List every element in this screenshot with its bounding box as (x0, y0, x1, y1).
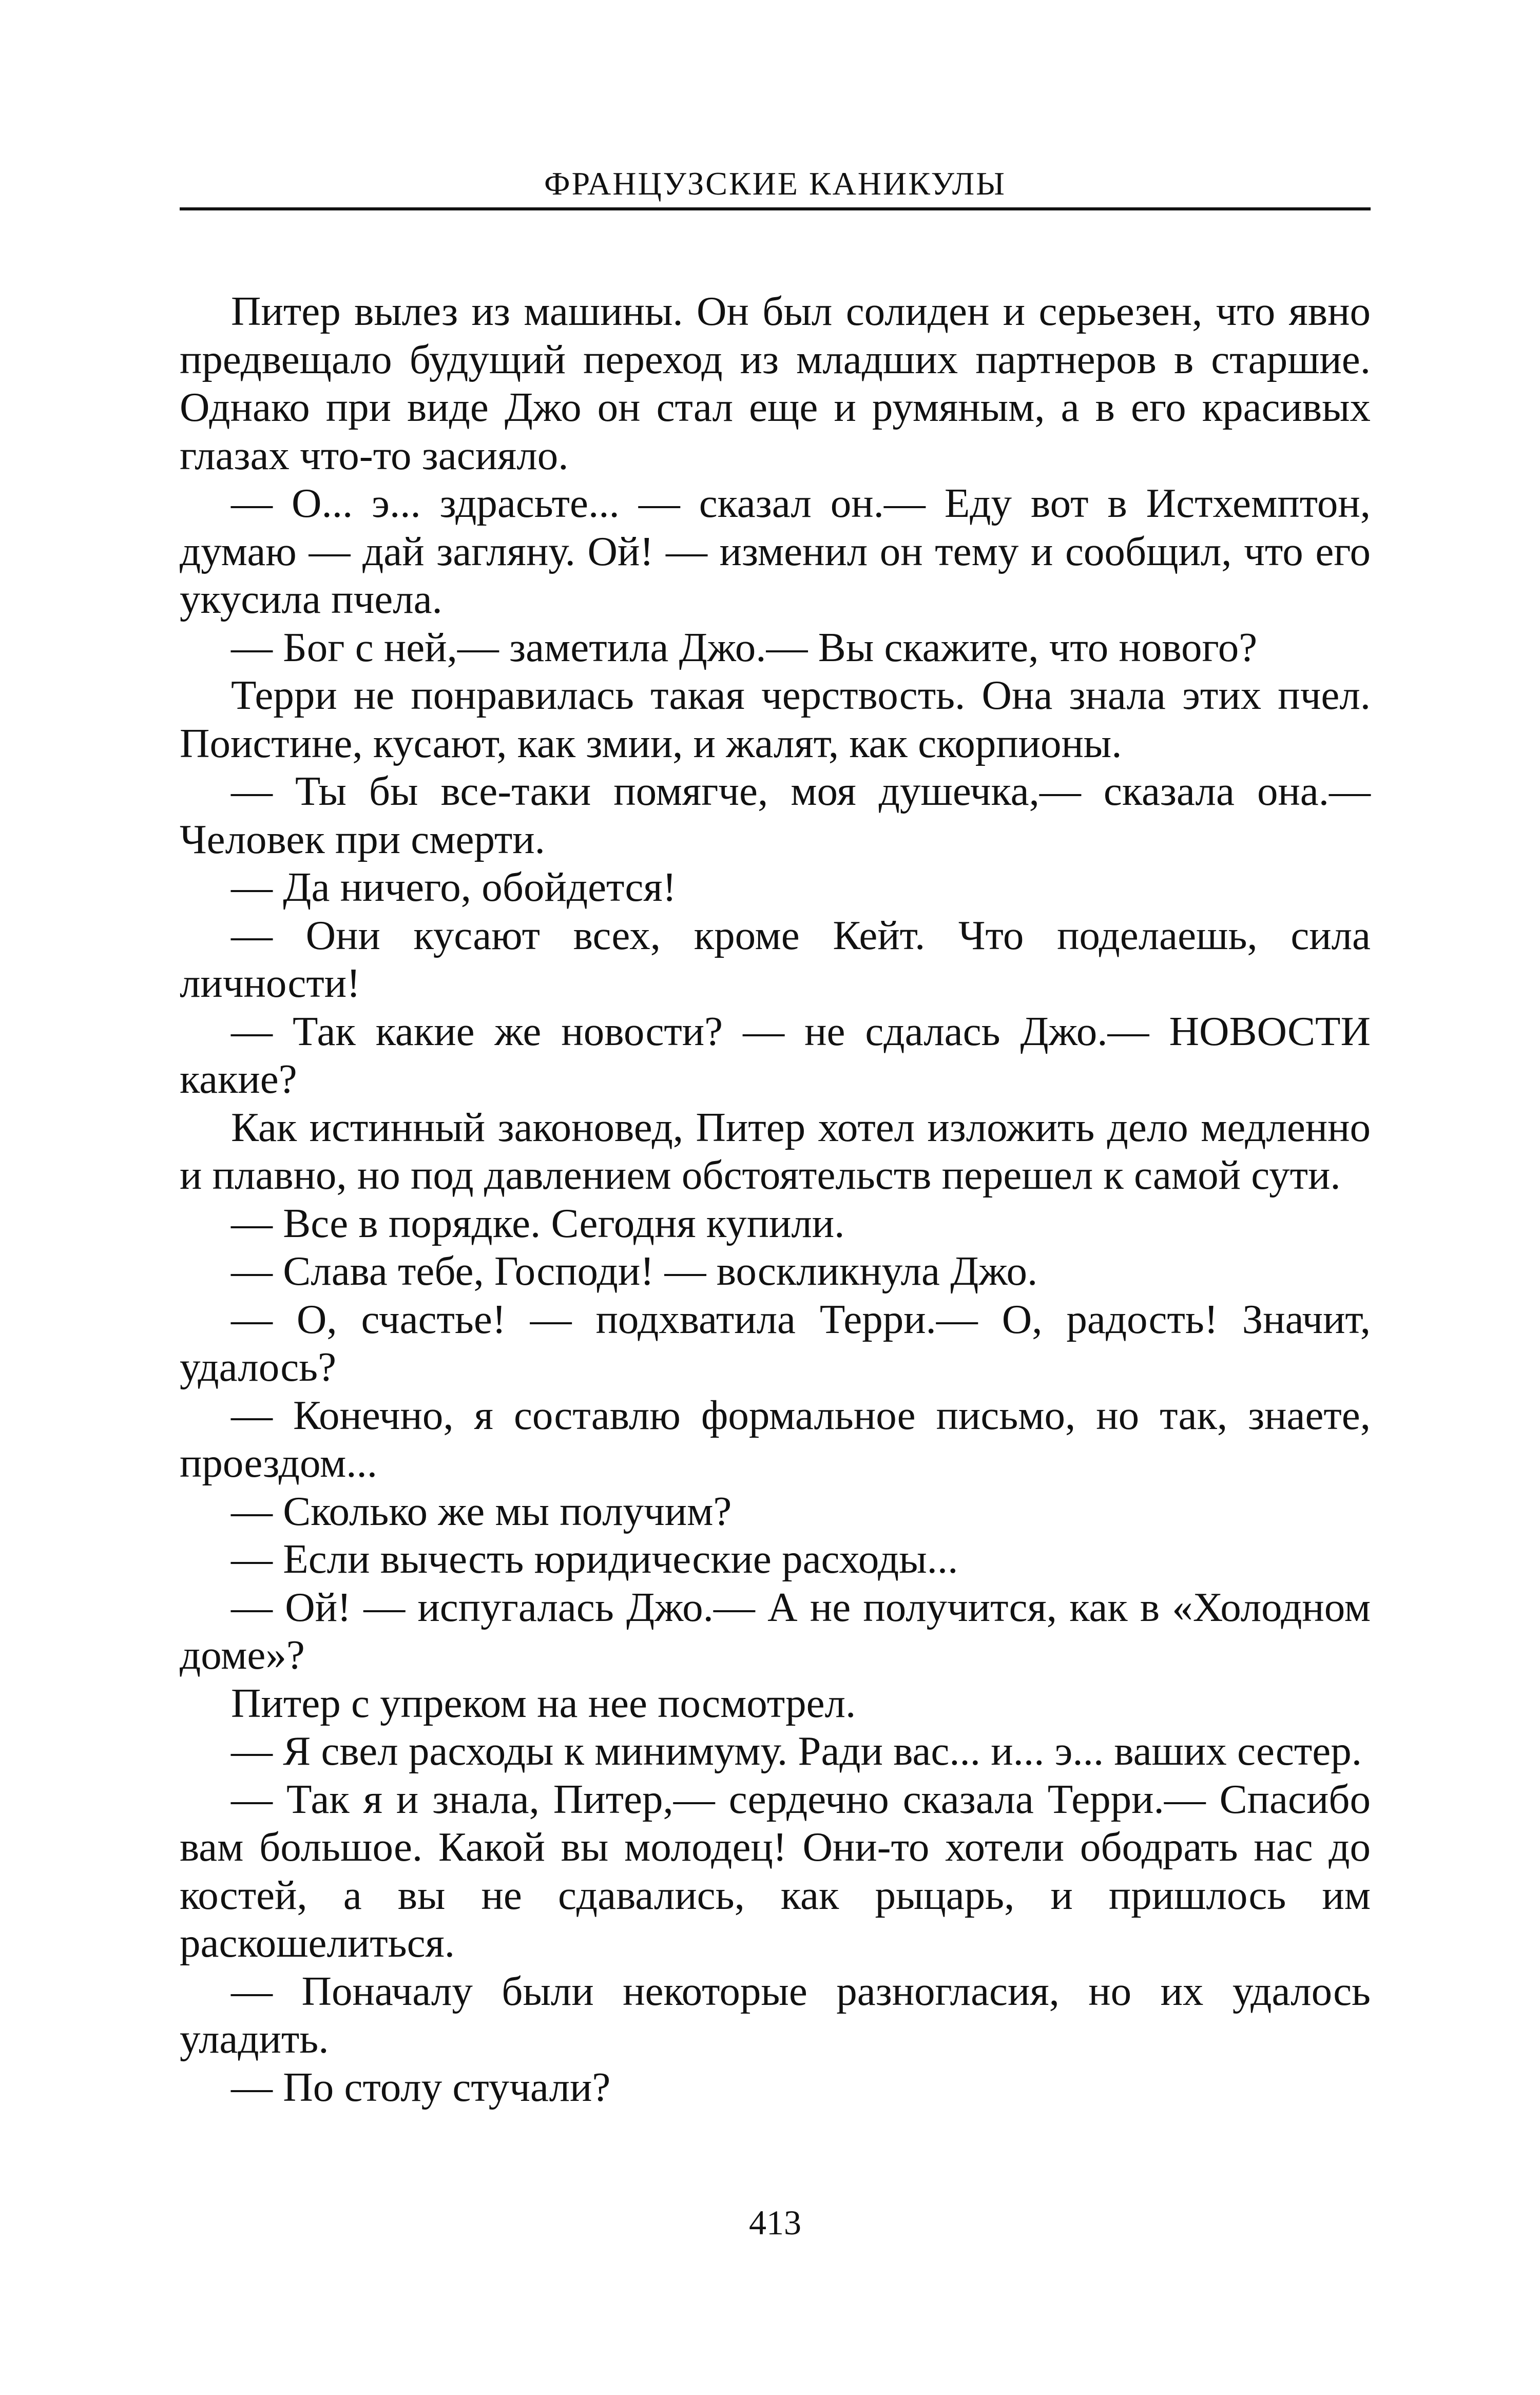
paragraph: Терри не понравилась такая черствость. Она знала этих пчел. Поистине, кусают, как змии, и жалят, как скорпионы. (180, 672, 1371, 766)
paragraph: — Они кусают всех, кроме Кейт. Что поделаешь, сила личности! (180, 912, 1371, 1006)
paragraph: — Поначалу были некоторые разногласия, но их удалось уладить. (180, 1967, 1371, 2062)
page-number: 413 (749, 2203, 801, 2242)
paragraph: — Бог с ней,— заметила Джо.— Вы скажите, что нового? (231, 624, 1258, 670)
paragraph: — По столу стучали? (231, 2063, 611, 2110)
paragraph: — Конечно, я составлю формальное письмо, но так, знаете, проездом... (180, 1392, 1371, 1486)
body-text (180, 287, 1371, 2111)
running-head: ФРАНЦУЗСКИЕ КАНИКУЛЫ (544, 165, 1006, 202)
paragraph: — Ой! — испугалась Джо.— А не получится, как в «Холодном доме»? (180, 1583, 1371, 1678)
paragraph: Как истинный законовед, Питер хотел изложить дело медленно и плавно, но под давлением обстоятельств перешел к самой сути. (180, 1104, 1371, 1198)
paragraph: Питер с упреком на нее посмотрел. (231, 1679, 856, 1726)
paragraph: — Я свел расходы к минимуму. Ради вас... и... э... ваших сестер. (231, 1728, 1362, 1774)
paragraph: — Если вычесть юридические расходы... (231, 1536, 958, 1582)
paragraph: — Ты бы все-таки помягче, моя душечка,— сказала она.— Человек при смерти. (180, 768, 1371, 862)
paragraph: — Все в порядке. Сегодня купили. (231, 1200, 845, 1246)
paragraph: Питер вылез из машины. Он был солиден и серьезен, что явно предвещало будущий переход из младших партнеров в старшие. Однако при виде Джо он стал еще и румяным, а в его красивых глазах что-то засияло. (180, 288, 1371, 478)
paragraph: — Да ничего, обойдется! (231, 864, 677, 910)
paragraph: — О... э... здрасьте... — сказал он.— Еду вот в Истхемптон, думаю — дай загляну. Ой! — изменил он тему и сообщил, что его укусила пчела. (180, 480, 1371, 622)
header-rule (180, 207, 1371, 210)
paragraph: — Так какие же новости? — не сдалась Джо.— НОВОСТИ какие? (180, 1008, 1371, 1102)
paragraph: — Сколько же мы получим? (231, 1488, 732, 1534)
paragraph: — Слава тебе, Господи! — воскликнула Джо. (231, 1248, 1038, 1294)
paragraph: — Так я и знала, Питер,— сердечно сказала Терри.— Спасибо вам большое. Какой вы молодец! Они-то хотели ободрать нас до костей, а вы не сдавались, как рыцарь, и пришлось им раскошелиться. (180, 1775, 1371, 1966)
paragraph: — О, счастье! — подхватила Терри.— О, радость! Значит, удалось? (180, 1296, 1371, 1390)
